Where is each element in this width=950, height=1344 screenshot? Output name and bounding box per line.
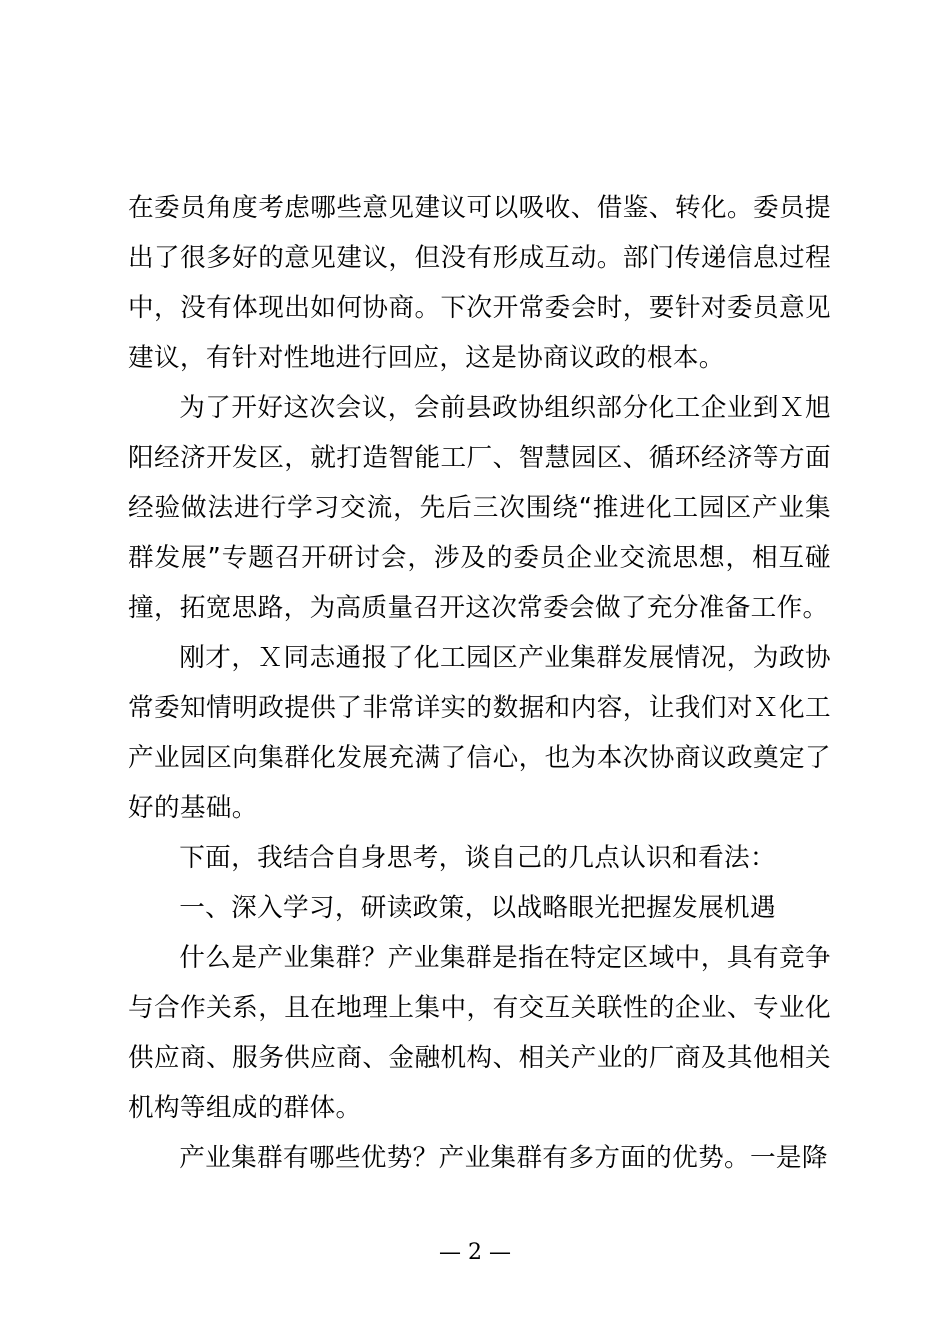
page-number: — 2 — (439, 1240, 511, 1265)
paragraph-briefing: 刚才，Ｘ同志通报了化工园区产业集群发展情况，为政协常委知情明政提供了非常详实的数据和内容，让我们对Ｘ化工产业园区向集群化发展充满了信心，也为本次协商议政奠定了好的基础。 (128, 643, 831, 823)
document-body (128, 183, 831, 1183)
paragraph-intro: 下面，我结合自身思考，谈自己的几点认识和看法： (179, 843, 776, 873)
paragraph-definition: 什么是产业集群？产业集群是指在特定区域中，具有竞争与合作关系，且在地理上集中，有交互关联性的企业、专业化供应商、服务供应商、金融机构、相关产业的厂商及其他相关机构等组成的群体。 (128, 943, 831, 1123)
paragraph-advantages: 产业集群有哪些优势？产业集群有多方面的优势。一是降 (179, 1143, 828, 1173)
paragraph-preparation: 为了开好这次会议，会前县政协组织部分化工企业到Ｘ旭阳经济开发区，就打造智能工厂、智慧园区、循环经济等方面经验做法进行学习交流，先后三次围绕“推进化工园区产业集群发展”专题召开研讨会，涉及的委员企业交流思想，相互碰撞，拓宽思路，为高质量召开这次常委会做了充分准备工作。 (128, 393, 831, 623)
section-heading-one: 一、深入学习，研读政策，以战略眼光把握发展机遇 (179, 893, 776, 923)
paragraph-continuation: 在委员角度考虑哪些意见建议可以吸收、借鉴、转化。委员提出了很多好的意见建议，但没有形成互动。部门传递信息过程中，没有体现出如何协商。下次开常委会时，要针对委员意见建议，有针对性地进行回应，这是协商议政的根本。 (128, 193, 831, 373)
